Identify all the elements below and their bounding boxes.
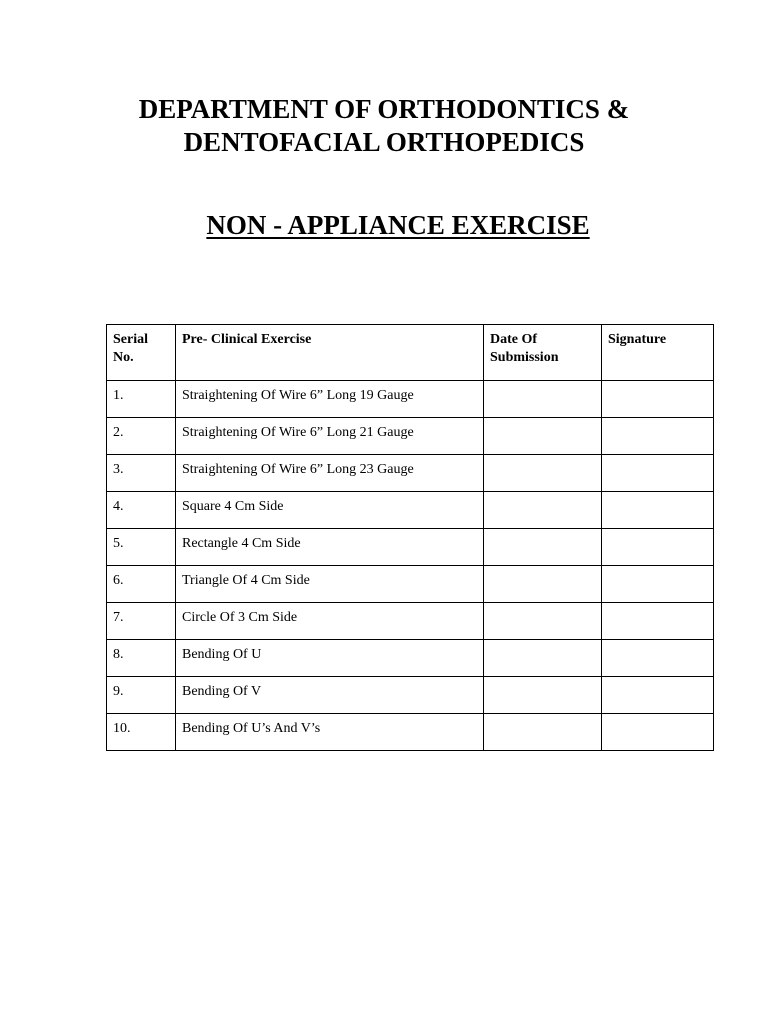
column-header-date: Date Of Submission — [484, 325, 602, 381]
table-row — [107, 603, 714, 640]
serial-cell: 6. — [107, 566, 176, 603]
serial-cell: 7. — [107, 603, 176, 640]
column-header-signature: Signature — [602, 325, 714, 381]
signature-cell — [602, 455, 714, 492]
exercise-cell: Circle Of 3 Cm Side — [176, 603, 484, 640]
exercise-table — [106, 324, 714, 751]
serial-cell: 2. — [107, 418, 176, 455]
table-header-row — [107, 325, 714, 381]
serial-cell: 8. — [107, 640, 176, 677]
serial-cell: 1. — [107, 381, 176, 418]
serial-cell: 5. — [107, 529, 176, 566]
date-cell — [484, 677, 602, 714]
signature-cell — [602, 381, 714, 418]
date-cell — [484, 492, 602, 529]
exercise-cell: Bending Of U’s And V’s — [176, 714, 484, 751]
table-row — [107, 677, 714, 714]
table-row — [107, 381, 714, 418]
exercise-cell: Bending Of U — [176, 640, 484, 677]
exercise-cell: Bending Of V — [176, 677, 484, 714]
table-row — [107, 714, 714, 751]
exercise-cell: Triangle Of 4 Cm Side — [176, 566, 484, 603]
department-heading — [0, 93, 768, 159]
table-row — [107, 455, 714, 492]
date-cell — [484, 529, 602, 566]
signature-cell — [602, 714, 714, 751]
signature-cell — [602, 603, 714, 640]
signature-cell — [602, 677, 714, 714]
date-cell — [484, 455, 602, 492]
table-row — [107, 492, 714, 529]
date-cell — [484, 603, 602, 640]
column-header-serial: Serial No. — [107, 325, 176, 381]
date-cell — [484, 714, 602, 751]
exercise-cell: Rectangle 4 Cm Side — [176, 529, 484, 566]
date-cell — [484, 566, 602, 603]
date-cell — [484, 640, 602, 677]
column-header-exercise: Pre- Clinical Exercise — [176, 325, 484, 381]
exercise-cell: Straightening Of Wire 6” Long 21 Gauge — [176, 418, 484, 455]
serial-cell: 9. — [107, 677, 176, 714]
serial-cell: 3. — [107, 455, 176, 492]
exercise-cell: Straightening Of Wire 6” Long 23 Gauge — [176, 455, 484, 492]
document-title-text: NON - APPLIANCE EXERCISE — [206, 210, 590, 240]
table-row — [107, 566, 714, 603]
date-cell — [484, 418, 602, 455]
department-heading-line2: DENTOFACIAL ORTHOPEDICS — [183, 127, 585, 157]
serial-cell: 10. — [107, 714, 176, 751]
exercise-cell: Straightening Of Wire 6” Long 19 Gauge — [176, 381, 484, 418]
table-row — [107, 640, 714, 677]
table-row — [107, 418, 714, 455]
exercise-cell: Square 4 Cm Side — [176, 492, 484, 529]
table-row — [107, 529, 714, 566]
signature-cell — [602, 492, 714, 529]
signature-cell — [602, 640, 714, 677]
date-cell — [484, 381, 602, 418]
department-heading-line1: DEPARTMENT OF ORTHODONTICS & — [138, 94, 630, 124]
signature-cell — [602, 529, 714, 566]
serial-cell: 4. — [107, 492, 176, 529]
document-title — [0, 208, 768, 242]
signature-cell — [602, 566, 714, 603]
signature-cell — [602, 418, 714, 455]
